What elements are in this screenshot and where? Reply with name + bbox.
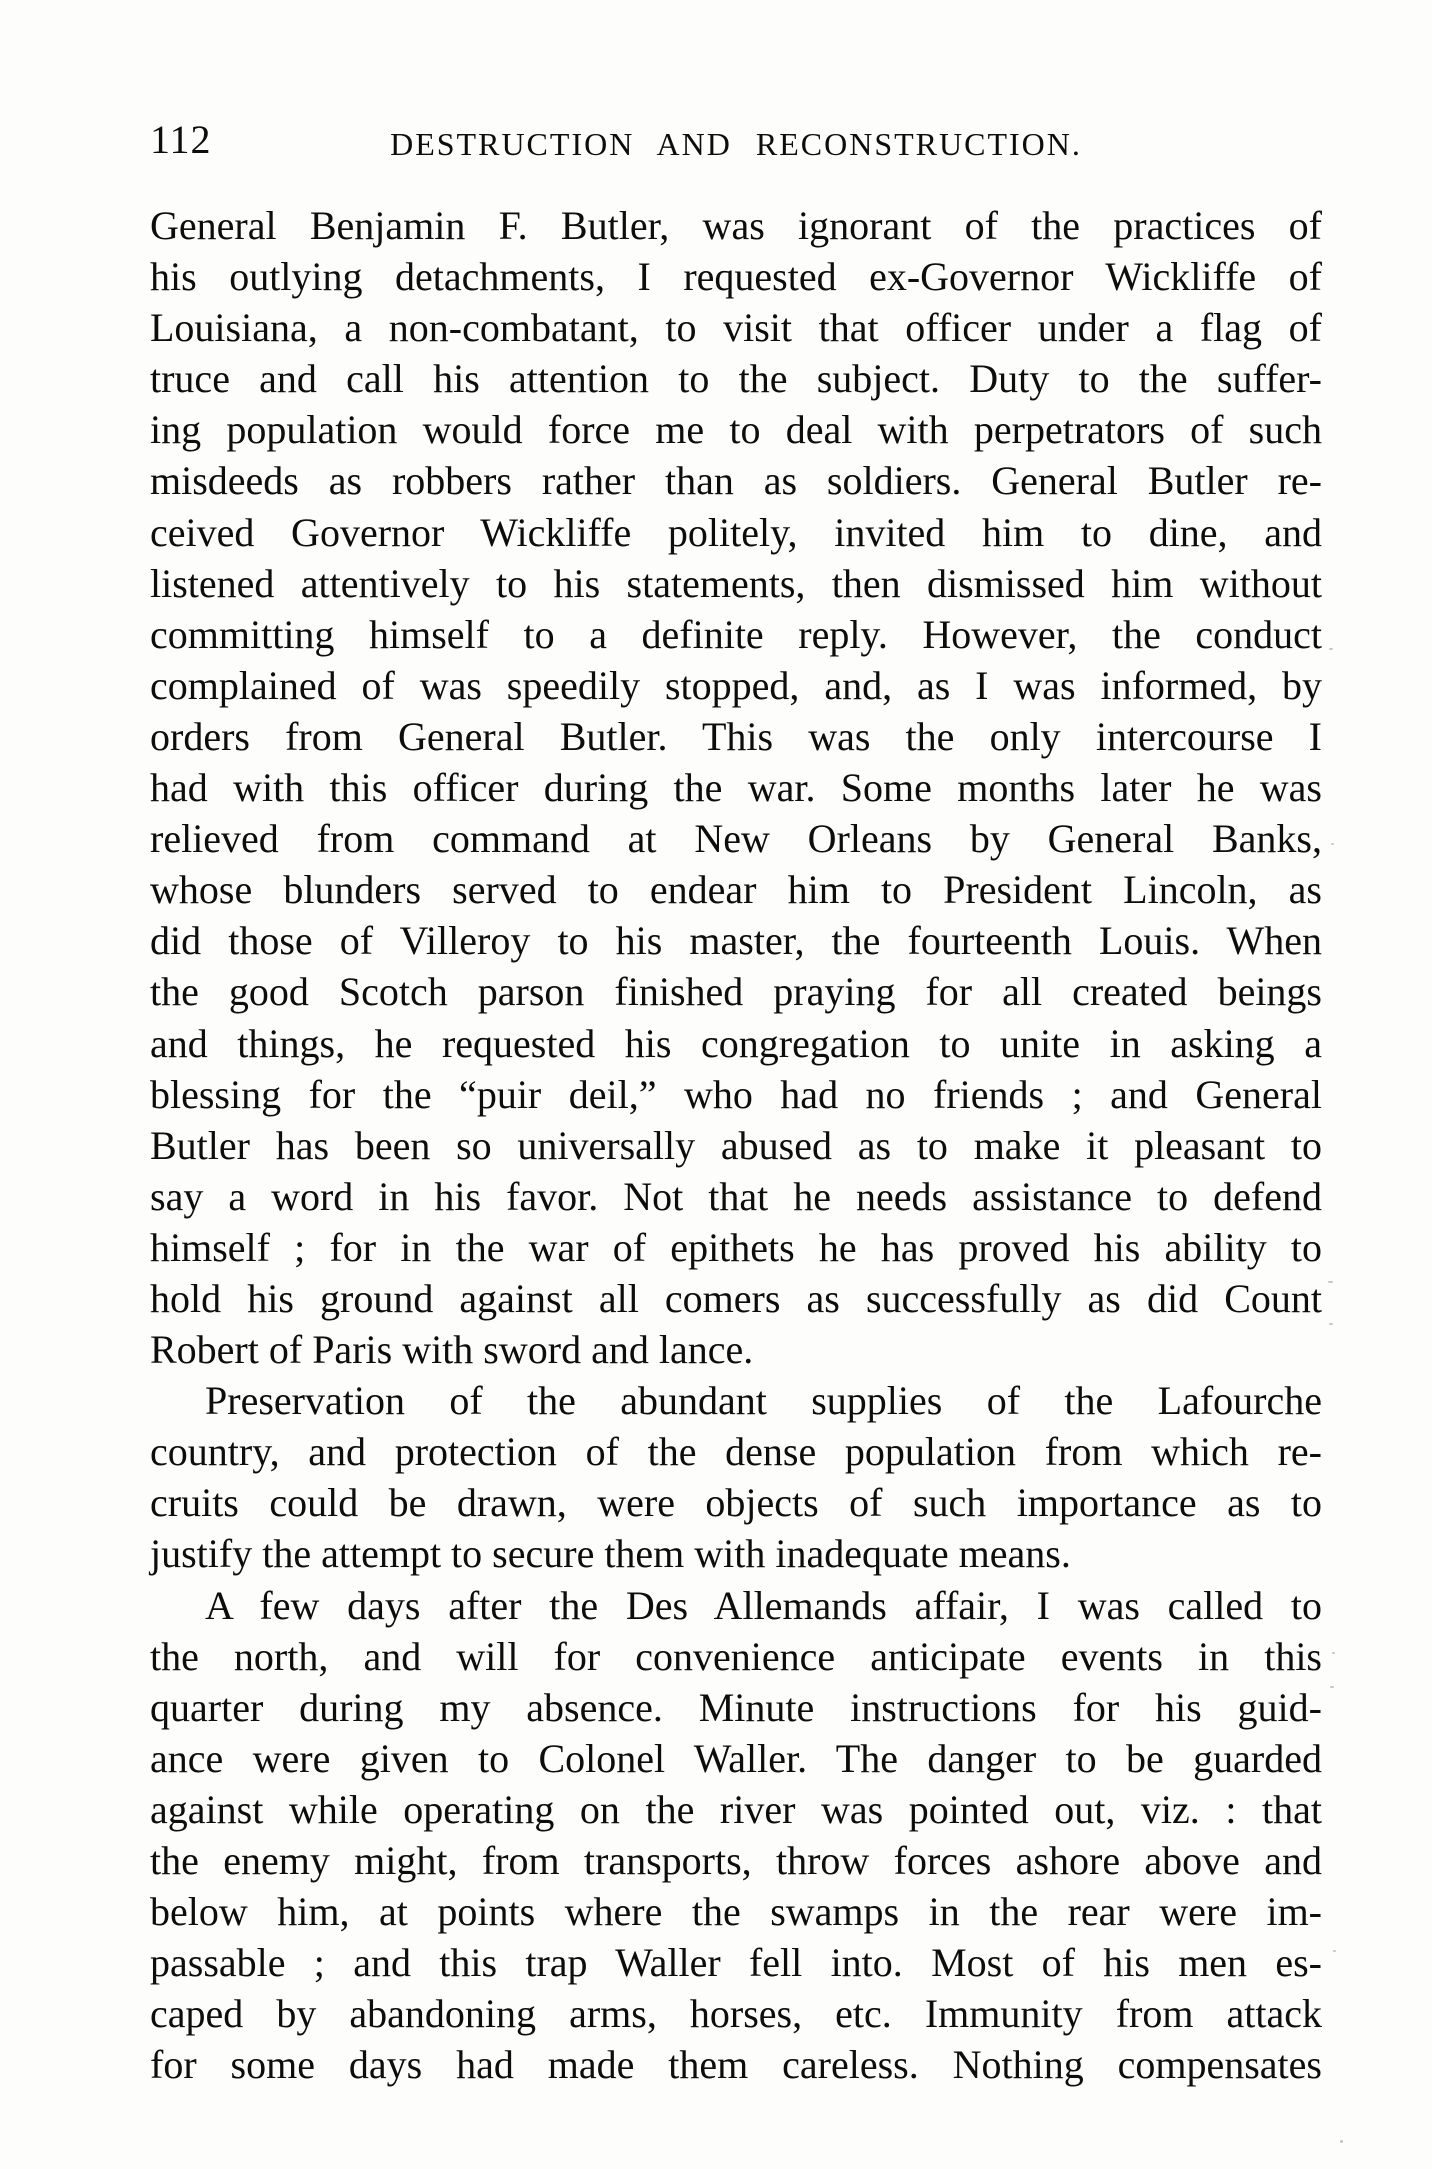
- text-line: and things, he requested his congregation to unite in asking a: [150, 1020, 1322, 1066]
- page-number: 112: [150, 117, 212, 162]
- text-line: committing himself to a definite reply. However, the conduct: [150, 611, 1322, 657]
- scan-speck: [1328, 1281, 1333, 1283]
- text-line: blessing for the “puir deil,” who had no friends ; and General: [150, 1071, 1322, 1117]
- text-line: country, and protection of the dense population from which re-: [150, 1429, 1322, 1475]
- text-line: passable ; and this trap Waller fell into. Most of his men es-: [150, 1940, 1322, 1986]
- text-line: cruits could be drawn, were objects of such importance as to: [150, 1480, 1322, 1526]
- page-header: [150, 112, 1322, 160]
- text-line: Preservation of the abundant supplies of the Lafourche: [205, 1378, 1322, 1424]
- scan-speck: [1330, 1686, 1334, 1688]
- text-line: had with this officer during the war. Some months later he was: [150, 765, 1322, 811]
- page-body: [150, 200, 1322, 2090]
- text-line: misdeeds as robbers rather than as soldiers. General Butler re-: [150, 458, 1322, 504]
- text-line: the enemy might, from transports, throw forces ashore above and: [150, 1838, 1322, 1883]
- text-line: hold his ground against all comers as successfully as did Count: [150, 1275, 1322, 1321]
- text-line: Robert of Paris with sword and lance.: [150, 1327, 754, 1373]
- text-line: against while operating on the river was pointed out, viz. : that: [150, 1786, 1322, 1832]
- text-line: listened attentively to his statements, then dismissed him without: [150, 560, 1322, 606]
- text-line: himself ; for in the war of epithets he has proved his ability to: [150, 1224, 1322, 1270]
- text-line: Louisiana, a non-combatant, to visit that officer under a flag of: [150, 305, 1322, 351]
- scan-speck: [1333, 1950, 1336, 1952]
- running-head: DESTRUCTION AND RECONSTRUCTION.: [390, 126, 1082, 162]
- scan-speck: [1329, 1323, 1333, 1325]
- text-line: orders from General Butler. This was the only intercourse I: [150, 713, 1322, 759]
- text-line: did those of Villeroy to his master, the fourteenth Louis. When: [150, 918, 1322, 964]
- scan-speck: [1329, 648, 1333, 650]
- scan-speck: [1332, 1652, 1335, 1654]
- text-line: truce and call his attention to the subject. Duty to the suffer-: [150, 356, 1322, 402]
- scan-speck: [1340, 2140, 1343, 2143]
- text-line: the good Scotch parson finished praying for all created beings: [150, 969, 1322, 1015]
- text-line: caped by abandoning arms, horses, etc. Immunity from attack: [150, 1991, 1322, 2037]
- text-line: whose blunders served to endear him to President Lincoln, as: [150, 867, 1322, 913]
- scan-speck: [1331, 843, 1334, 845]
- text-line: the north, and will for convenience anticipate events in this: [150, 1633, 1322, 1679]
- text-line: relieved from command at New Orleans by General Banks,: [150, 816, 1322, 862]
- text-line: A few days after the Des Allemands affair, I was called to: [205, 1582, 1322, 1628]
- text-line: ceived Governor Wickliffe politely, invited him to dine, and: [150, 509, 1322, 555]
- text-line: for some days had made them careless. Nothing compensates: [150, 2042, 1322, 2088]
- text-line: Butler has been so universally abused as to make it pleasant to: [150, 1122, 1322, 1168]
- text-line: below him, at points where the swamps in the rear were im-: [150, 1889, 1322, 1935]
- text-line: General Benjamin F. Butler, was ignorant of the practices of: [150, 203, 1322, 248]
- text-line: complained of was speedily stopped, and, as I was informed, by: [150, 662, 1322, 708]
- text-line: ing population would force me to deal with perpetrators of such: [150, 407, 1322, 453]
- text-line: say a word in his favor. Not that he needs assistance to defend: [150, 1173, 1322, 1219]
- text-line: justify the attempt to secure them with inadequate means.: [150, 1531, 1071, 1577]
- text-line: his outlying detachments, I requested ex-Governor Wickliffe of: [150, 254, 1322, 300]
- text-line: ance were given to Colonel Waller. The danger to be guarded: [150, 1735, 1322, 1781]
- text-line: quarter during my absence. Minute instructions for his guid-: [150, 1684, 1322, 1730]
